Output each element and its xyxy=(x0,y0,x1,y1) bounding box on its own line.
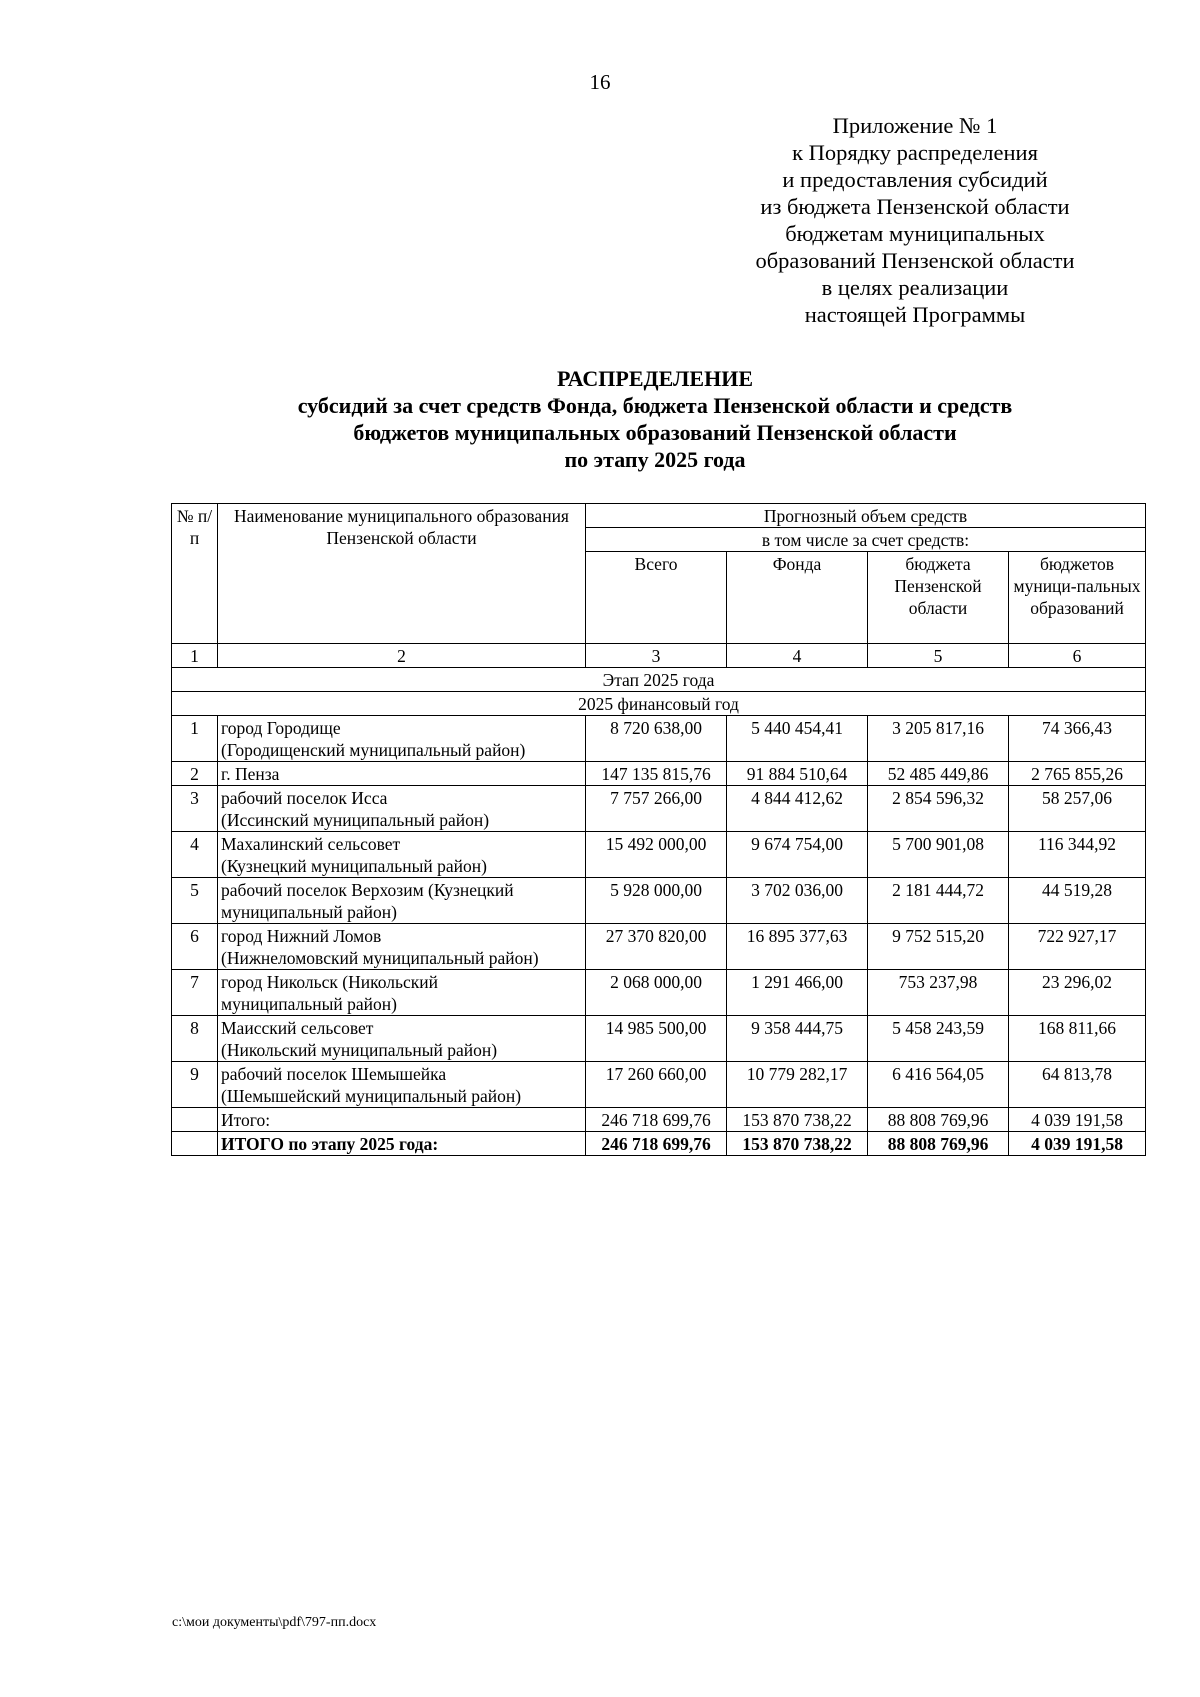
grand-total-row-regional: 88 808 769,96 xyxy=(868,1132,1009,1156)
header-row xyxy=(172,504,1146,528)
appendix-line: в целях реализации xyxy=(821,275,1009,300)
row-fund: 16 895 377,63 xyxy=(727,924,868,970)
subtotal-row-label: Итого: xyxy=(218,1108,586,1132)
appendix-line: Приложение № 1 xyxy=(832,113,998,138)
row-municipal: 44 519,28 xyxy=(1009,878,1146,924)
row-name: рабочий поселок Шемышейка (Шемышейский муниципальный район) xyxy=(218,1062,586,1108)
col-number: 2 xyxy=(218,644,586,668)
row-regional: 2 854 596,32 xyxy=(868,786,1009,832)
row-regional: 2 181 444,72 xyxy=(868,878,1009,924)
subtotal-row-total: 246 718 699,76 xyxy=(586,1108,727,1132)
file-path-footer: c:\мои документы\pdf\797-пп.docx xyxy=(172,1615,377,1630)
row-fund: 5 440 454,41 xyxy=(727,716,868,762)
grand-total-row-municipal: 4 039 191,58 xyxy=(1009,1132,1146,1156)
appendix-line: настоящей Программы xyxy=(804,302,1026,327)
distribution-table xyxy=(171,503,1146,1156)
row-municipal: 23 296,02 xyxy=(1009,970,1146,1016)
grand-total-row xyxy=(172,1132,1146,1156)
grand-total-row-fund: 153 870 738,22 xyxy=(727,1132,868,1156)
row-total: 8 720 638,00 xyxy=(586,716,727,762)
row-number: 6 xyxy=(172,924,218,970)
table-row xyxy=(172,924,1146,970)
row-regional: 52 485 449,86 xyxy=(868,762,1009,786)
title-line: по этапу 2025 года xyxy=(564,447,746,472)
row-number: 5 xyxy=(172,878,218,924)
row-total: 14 985 500,00 xyxy=(586,1016,727,1062)
row-total: 2 068 000,00 xyxy=(586,970,727,1016)
col-number: 1 xyxy=(172,644,218,668)
row-name: рабочий поселок Верхозим (Кузнецкий муниципальный район) xyxy=(218,878,586,924)
table-row xyxy=(172,786,1146,832)
row-regional: 753 237,98 xyxy=(868,970,1009,1016)
header-num: № п/п xyxy=(172,504,218,644)
row-fund: 10 779 282,17 xyxy=(727,1062,868,1108)
row-total: 17 260 660,00 xyxy=(586,1062,727,1108)
row-municipal: 722 927,17 xyxy=(1009,924,1146,970)
header-fund: Фонда xyxy=(727,552,868,644)
row-number: 2 xyxy=(172,762,218,786)
document-title xyxy=(160,365,1150,473)
row-regional: 9 752 515,20 xyxy=(868,924,1009,970)
title-line: бюджетов муниципальных образований Пензенской области xyxy=(353,420,957,445)
row-fund: 9 674 754,00 xyxy=(727,832,868,878)
header-including: в том числе за счет средств: xyxy=(586,528,1146,552)
row-total: 147 135 815,76 xyxy=(586,762,727,786)
row-number: 3 xyxy=(172,786,218,832)
subtotal-row-municipal: 4 039 191,58 xyxy=(1009,1108,1146,1132)
fin-year-row xyxy=(172,692,1146,716)
row-municipal: 168 811,66 xyxy=(1009,1016,1146,1062)
subtotal-row-num xyxy=(172,1108,218,1132)
grand-total-row-total: 246 718 699,76 xyxy=(586,1132,727,1156)
appendix-line: из бюджета Пензенской области xyxy=(760,194,1070,219)
row-fund: 4 844 412,62 xyxy=(727,786,868,832)
row-total: 5 928 000,00 xyxy=(586,878,727,924)
row-number: 4 xyxy=(172,832,218,878)
row-name: г. Пенза xyxy=(218,762,586,786)
appendix-line: к Порядку распределения xyxy=(792,140,1038,165)
row-total: 27 370 820,00 xyxy=(586,924,727,970)
title-line: субсидий за счет средств Фонда, бюджета Пензенской области и средств xyxy=(297,393,1013,418)
stage-label: Этап 2025 года xyxy=(172,668,1146,692)
table-row xyxy=(172,1062,1146,1108)
appendix-line: бюджетам муниципальных xyxy=(785,221,1045,246)
column-number-row xyxy=(172,644,1146,668)
row-fund: 91 884 510,64 xyxy=(727,762,868,786)
header-total: Всего xyxy=(586,552,727,644)
row-total: 7 757 266,00 xyxy=(586,786,727,832)
row-name: рабочий поселок Исса (Иссинский муниципальный район) xyxy=(218,786,586,832)
table-row xyxy=(172,832,1146,878)
row-name: город Городище (Городищенский муниципальный район) xyxy=(218,716,586,762)
row-name: Махалинский сельсовет (Кузнецкий муниципальный район) xyxy=(218,832,586,878)
row-regional: 3 205 817,16 xyxy=(868,716,1009,762)
table-row xyxy=(172,1016,1146,1062)
title-line: РАСПРЕДЕЛЕНИЕ xyxy=(556,366,753,391)
row-fund: 9 358 444,75 xyxy=(727,1016,868,1062)
row-number: 7 xyxy=(172,970,218,1016)
row-regional: 5 700 901,08 xyxy=(868,832,1009,878)
row-regional: 5 458 243,59 xyxy=(868,1016,1009,1062)
page-number: 16 xyxy=(589,70,611,94)
col-number: 3 xyxy=(586,644,727,668)
row-municipal: 74 366,43 xyxy=(1009,716,1146,762)
appendix-line: и предоставления субсидий xyxy=(782,167,1048,192)
row-name: Маисский сельсовет (Никольский муниципальный район) xyxy=(218,1016,586,1062)
row-fund: 3 702 036,00 xyxy=(727,878,868,924)
row-number: 1 xyxy=(172,716,218,762)
subtotal-row-regional: 88 808 769,96 xyxy=(868,1108,1009,1132)
row-name: город Никольск (Никольский муниципальный район) xyxy=(218,970,586,1016)
table-row xyxy=(172,970,1146,1016)
header-regional: бюджета Пензенской области xyxy=(868,552,1009,644)
table-row xyxy=(172,716,1146,762)
row-fund: 1 291 466,00 xyxy=(727,970,868,1016)
col-number: 4 xyxy=(727,644,868,668)
row-number: 9 xyxy=(172,1062,218,1108)
subtotal-row xyxy=(172,1108,1146,1132)
row-name: город Нижний Ломов (Нижнеломовский муниципальный район) xyxy=(218,924,586,970)
subtotal-row-fund: 153 870 738,22 xyxy=(727,1108,868,1132)
table-row xyxy=(172,762,1146,786)
appendix-block xyxy=(700,112,1130,328)
row-total: 15 492 000,00 xyxy=(586,832,727,878)
row-municipal: 116 344,92 xyxy=(1009,832,1146,878)
header-forecast: Прогнозный объем средств xyxy=(586,504,1146,528)
header-municipal: бюджетов муници-пальных образований xyxy=(1009,552,1146,644)
row-municipal: 64 813,78 xyxy=(1009,1062,1146,1108)
row-municipal: 58 257,06 xyxy=(1009,786,1146,832)
stage-row xyxy=(172,668,1146,692)
grand-total-row-num xyxy=(172,1132,218,1156)
table-row xyxy=(172,878,1146,924)
appendix-line: образований Пензенской области xyxy=(755,248,1075,273)
row-municipal: 2 765 855,26 xyxy=(1009,762,1146,786)
header-name: Наименование муниципального образования Пензенской области xyxy=(218,504,586,644)
fin-year-label: 2025 финансовый год xyxy=(172,692,1146,716)
col-number: 5 xyxy=(868,644,1009,668)
row-number: 8 xyxy=(172,1016,218,1062)
row-regional: 6 416 564,05 xyxy=(868,1062,1009,1108)
grand-total-row-label: ИТОГО по этапу 2025 года: xyxy=(218,1132,586,1156)
col-number: 6 xyxy=(1009,644,1146,668)
